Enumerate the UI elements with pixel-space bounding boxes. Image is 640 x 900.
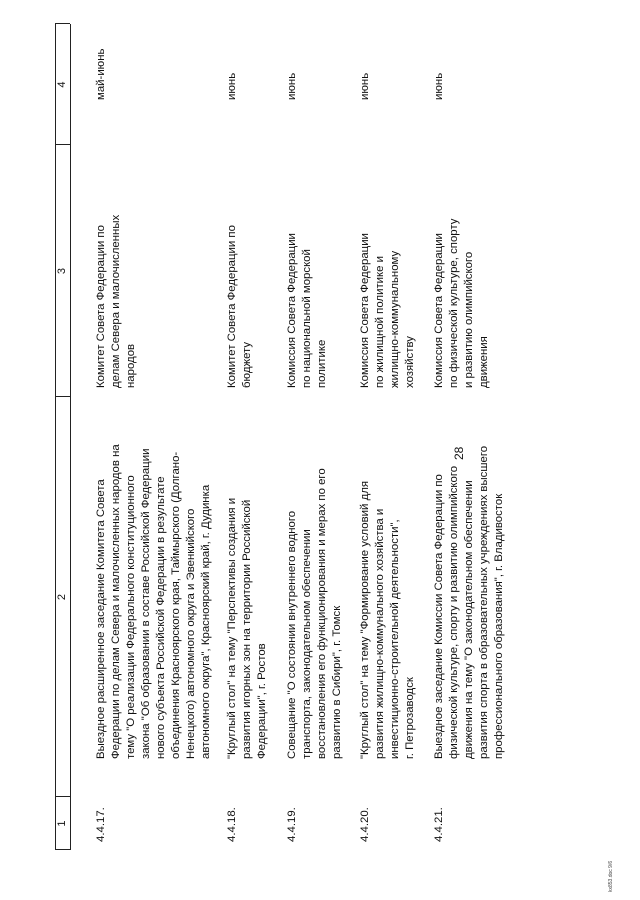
- event-description: Выездное заседание Комиссии Совета Федерации по физической культуре, спорту и развитию олимпийского движения на тему "О законодательном обеспечении развития спорта в образовательных учреждениях высшего профессионального образования", г. Владивосток: [433, 445, 505, 759]
- row-number: 4.4.17.: [95, 807, 107, 842]
- event-date: июнь: [359, 72, 371, 100]
- event-date: июнь: [286, 72, 298, 100]
- row-number: 4.4.19.: [286, 807, 298, 842]
- header-col-1: 1: [56, 820, 68, 827]
- event-description: "Круглый стол" на тему "Перспективы создания и развития игорных зон на территории Российской Федерации", г. Ростов: [226, 497, 268, 759]
- event-description: Совещание "О состоянии внутреннего водного транспорта, законодательном обеспечении восстановления его функционирования и мерах по его развитию в Сибири", г. Томск: [286, 468, 343, 759]
- responsible-body: Комитет Совета Федерации по делам Севера и малочисленных народов: [95, 214, 137, 388]
- event-description: Выездное расширенное заседание Комитета Совета Федерации по делам Севера и малочисленных народов на тему "О реализации Федерального конституционного закона "Об образовании в составе Российской Федерации нового субъекта Российской Федерации в результате объединения Красноярского края, Таймырского (Долгано- Ненецкого) автономного округа и Эвенкийского автономного округа", Красноярский край, г. Дудинка: [95, 444, 212, 759]
- header-col-2: 2: [56, 593, 68, 601]
- responsible-body: Комиссия Совета Федерации по жилищной политике и жилищно-коммунальному хозяйству: [359, 233, 416, 388]
- row-number: 4.4.18.: [226, 807, 238, 842]
- file-footer: kx853.doc 9/6: [608, 860, 614, 892]
- row-number: 4.4.21.: [433, 807, 445, 842]
- event-date: июнь: [433, 72, 445, 100]
- header-col-3: 3: [56, 267, 68, 275]
- event-date: июнь: [226, 72, 238, 100]
- responsible-body: Комиссия Совета Федерации по физической культуре, спорту и развитию олимпийского движения: [433, 218, 490, 388]
- header-bottom-border: [70, 24, 71, 850]
- responsible-body: Комиссия Совета Федерации по национальной морской политике: [286, 233, 328, 388]
- responsible-body: Комитет Совета Федерации по бюджету: [226, 225, 253, 388]
- page-number: 28: [452, 446, 466, 460]
- row-number: 4.4.20.: [359, 807, 371, 842]
- event-description: "Круглый стол" на тему "Формирование условий для развития жилищно-коммунального хозяйства и инвестиционно-строительной деятельности", г. Петрозаводск: [359, 480, 416, 759]
- event-date: май-июнь: [95, 48, 107, 100]
- header-col-4: 4: [56, 81, 68, 88]
